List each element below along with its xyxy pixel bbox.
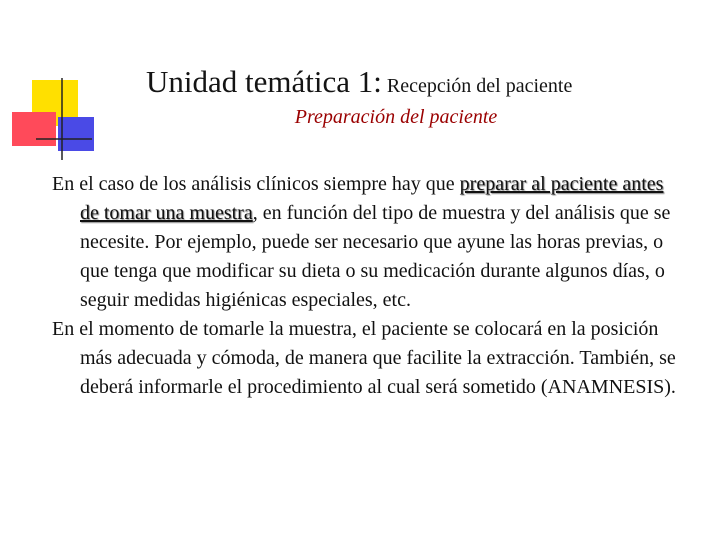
decorative-logo	[0, 0, 160, 170]
slide-body	[52, 170, 682, 402]
paragraph-1-start: En el caso de los análisis clínicos siempre hay que	[52, 173, 460, 195]
paragraph-1-rest: , en función del tipo de muestra y del análisis que se necesite. Por ejemplo, puede ser necesario que ayune las horas previas, o que tenga que modificar su dieta o su medicación durante algunos días, o seguir medidas higiénicas especiales, etc.	[80, 202, 671, 311]
title-main: Unidad temática 1:	[146, 64, 382, 99]
slide-subtitle: Preparación del paciente	[294, 106, 498, 128]
paragraph-1	[52, 170, 682, 315]
paragraph-2: En el momento de tomarle la muestra, el paciente se colocará en la posición más adecuada y cómoda, de manera que facilite la extracción. También, se deberá informarle el procedimiento al cual será sometido (ANAMNESIS).	[52, 318, 676, 398]
underlined-emphasis: preparar al paciente antes de tomar una muestra	[80, 173, 664, 224]
title-rest: Recepción del paciente	[381, 75, 573, 97]
slide-title	[146, 62, 706, 106]
